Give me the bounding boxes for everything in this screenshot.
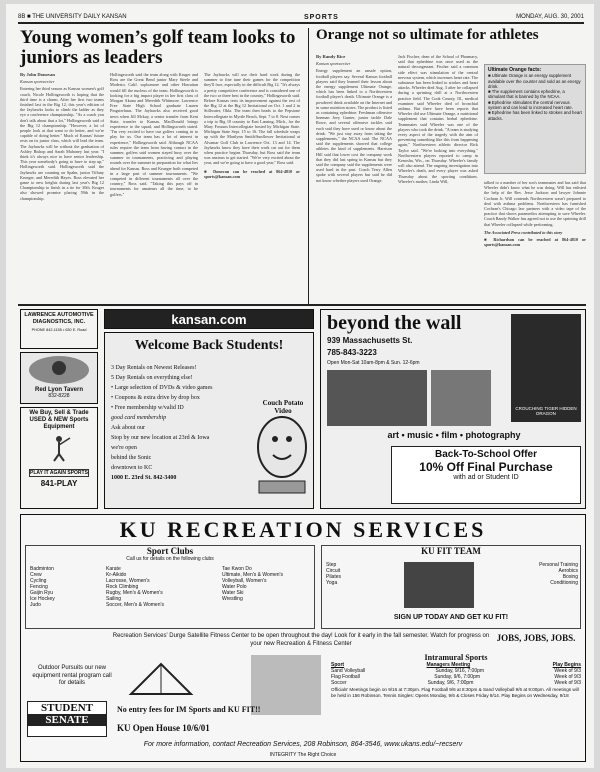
masthead-date: MONDAY, AUG. 30, 2001: [516, 14, 584, 20]
fit-word: Yoga: [326, 580, 338, 586]
fit-word: Step: [326, 562, 337, 568]
club-item: Kr-Aikido: [106, 572, 127, 578]
story1-byline-role: Kansan sportswriter: [20, 79, 55, 85]
cell: Week of 9/3: [554, 680, 581, 686]
lawrence-name: LAWRENCE AUTOMOTIVE DIAGNOSTICS, INC.: [24, 312, 94, 325]
fit-word: Pilates: [326, 574, 342, 580]
club-item: Karate: [106, 566, 121, 572]
club-item: Lacrosse, Women's: [106, 578, 150, 584]
cell: Flag Football: [331, 674, 360, 680]
story1-column-3: [204, 72, 300, 302]
fact-item: ■ Ultimate Orange is an energy supplement available over the counter and sold as an energy drink.: [488, 73, 581, 89]
story2-byline: By Randy Rice: [316, 54, 346, 59]
newspaper-page: [6, 4, 594, 768]
couch-line: • Large selection of DVDs & video games: [111, 385, 213, 391]
story1-text-3: The Jayhawks will use their hard work during the summer to fine tune their games for the competition they'll face, especially in the difficult Big 12. "It's always a pretty competitive conference and is considered one of the two or three best in the country," Hollingsworth said. Before Kansas tests its improvement against the rest of the Big 12 at the Big 12 Invitational on Oct. 1 and 2 in Stillwater, Okla. The team then heads to the Pepsione Intercollegiate in Myrtle Beach, Sept. 7 to 8. Next comes a trip to Big 10 country to East Lansing, Mich., for the Mary Fossum Intercollegiate hosted by Michigan State. Michigan State Sept. 15 to 16. The fall schedule wraps up with the Marilynn Smith/Sunflower Invitational at Alvamar Golf Club in Lawrence Oct. 13 and 14. The Jayhawks know they have their work cut out for them when practice begins Thursday, but Ross said the team was anxious to get started. "We're very excited about the year, and we're going to have a good year," Ross said.: [204, 72, 300, 166]
club-item: Cycling: [30, 578, 47, 584]
story1-byline: By John Donovan: [20, 72, 55, 77]
club-item: Crew: [30, 572, 42, 578]
red-lyon-ad: [20, 352, 98, 404]
senate-bottom: SENATE: [28, 714, 106, 726]
couch-line: • Coupons & extra drive by drop box: [111, 395, 200, 401]
couch-potato-mascot-icon: [253, 407, 311, 497]
couch-line: 1000 E. 23rd St. 842-3400: [111, 475, 177, 481]
red-lyon-name: Red Lyon Tavern: [34, 387, 83, 393]
intramural-notes: Officials' Meetings begin on 9/16 at 7:30pm. Flag Football 9/6 at 8:30pm & Sand Volleyball 9/6 at 9:00pm. All meetings will be held in 156 Robinson. Tennis Singles: Opens Monday, 9/6 & Closes Friday 9/14. Play Begins on Wednesday, 9/18: [331, 687, 579, 698]
intramural-sports-box: [331, 653, 581, 733]
club-item: Wrestling: [222, 596, 243, 602]
story2-column-1: [316, 54, 392, 302]
kansan-banner-ad[interactable]: kansan.com: [104, 309, 314, 329]
club-item: Soccer, Men's & Women's: [106, 602, 164, 608]
club-item: Badminton: [30, 566, 54, 572]
club-item: Ice Hockey: [30, 596, 55, 602]
cell: Soccer: [331, 680, 347, 686]
club-item: Tae Kwon Do: [222, 566, 252, 572]
fit-signup: SIGN UP TODAY AND GET KU FIT!: [393, 614, 509, 621]
couch-line: good card membership: [111, 415, 167, 421]
beyond-the-wall-ad: [320, 309, 586, 509]
integrity-line: INTEGRITY The Right Choice: [269, 752, 337, 758]
cell: Sunday, 9/6, 7:00pm: [434, 674, 481, 680]
couch-line: • Free membership w/valid ID: [111, 405, 184, 411]
rec-footer: For more information, contact Recreation Services, 208 Robinson, 864-3546, www.ukans.edu/~recserv: [143, 741, 463, 748]
clubs-list-mid: [106, 566, 216, 608]
club-item: Ultimate, Men's & Women's: [222, 572, 284, 578]
club-item: Judo: [30, 602, 41, 608]
story1-text-1: Entering her third season as Kansas women's golf coach, Nicole Hollingsworth is hoping that the third time is a charm. After her first two teams finished last in the Big 12, this year's edition of the Jayhawks looks to climb the ladder as they eye a conference championship. "As a coach you don't talk about that a lot," Hollingsworth said of the Big 12 championship. "However, a lot of people look at that want to do better, and we're capable of doing better." Much of Kansas' future rests on its junior class, which will lead the team. The Jayhawks will be without the graduation of Ashley Bishop and Sarah Mahoney last year. "I think it's always nice to have senior leadership. This year somebody's going to have to step up," Hollingsworth said. Hollingsworth said the Jayhawks are counting on Spahn, junior Tiffany Krueger, and Meredith Hayes. Ross elevated her game to new heights during last year's Big 12 Championship to finish in a tie for 30th. Kruger also showed promise placing 59th in the championship.: [20, 86, 104, 201]
no-entry-fees: No entry fees for IM Sports and KU FIT!!: [117, 705, 261, 714]
movie-poster-title: CROUCHING TIGER HIDDEN DRAGON: [515, 406, 577, 416]
lawrence-line: PHONE 842-1155 • 630 E. Road: [31, 328, 87, 332]
sport-clubs-call: Call us for details on the following clubs: [126, 556, 214, 562]
story2-text-1: Energy supplement an unsafe option, football players say. Several Kansas football players said they learned their lesson about the energy supplement Ultimate Orange, which has been linked to a Northwestern football player's death. Ultimate Orange is a powdered drink available on the Internet and in some nutrition stores. The product is listed as containing ephedrine. Freshman offensive lineman Joey Gunter, junior tackle Dale Rowe, and several offensive tackles said each said they have used or know about the drink. "We just stay away from taking the supplements," the NCAA said. The NCAA said the supplements showed that college athletes the kind of supplements. Harrison Hill said that lower cost the company work that they did last spring in Kansas but they said the company said the supplements were used hard in the past. Coach Terry Allen spoke with several players but said he did not know whether players used Orange.: [316, 68, 392, 183]
couch-lines: [111, 363, 251, 483]
intramural-row: [331, 680, 581, 686]
back-to-school-offer: [391, 446, 581, 504]
club-item: Volleyball, Women's: [222, 578, 267, 584]
sports-ad-store: PLAY IT AGAIN SPORTS: [30, 470, 88, 476]
fit-words-right: [518, 562, 578, 586]
club-item: Sailing: [106, 596, 122, 602]
jobs-notice: JOBS, JOBS, JOBS.: [496, 633, 576, 643]
story1-contact: ■ Donovan can be reached at 864-4810 or sports@kansan.com: [204, 168, 300, 179]
fit-word: Boxing: [562, 574, 578, 580]
story2-column-3: [484, 180, 586, 302]
fit-words-left: [326, 562, 386, 586]
couch-line: behind the Sonic: [111, 455, 152, 461]
story2-credit: The Associated Press contributed to this story: [484, 229, 563, 235]
art-photo: [327, 370, 427, 426]
fit-word: Personal Training: [539, 562, 578, 568]
fact-item: ■ Ephedrine has been linked to strokes and heart attacks.: [488, 110, 582, 121]
club-item: Gaijin Ryu: [30, 590, 54, 596]
story2-text-3: talked to a number of her son's teammates and has said that Wheeler didn't know what he was doing. Will has enlisted the help of the Rev. Jesse Jackson and lawyer Johnnie Cochran Jr. Will contends Northwestern wasn't prepared to deal with asthma problems. Northwestern has furnished Cochran's Chicago law partners with a video tape of the practice that shows paramedics attempting to save Wheeler. Coach Randy Walker has agreed not to use the sprinting drill that Wheeler collapsed while performing.: [484, 180, 586, 227]
cell: Sunday, 9/16, 7:00pm: [435, 668, 485, 674]
story1-column-2: [110, 72, 198, 302]
sport-clubs-title: Sport Clubs: [146, 546, 194, 556]
red-lyon-phone: 832-8228: [48, 393, 70, 399]
story2-contact: ■ Richardson can be reached at 864-4810 or sports@kansan.com: [484, 237, 586, 248]
beyond-hours: Open Mon-Sat 10am-8pm & Sun. 12-6pm: [327, 360, 420, 366]
club-item: Rugby, Men's & Women's: [106, 590, 163, 596]
club-item: Rock Climbing: [106, 584, 139, 590]
rec-title: KU RECREATION SERVICES: [119, 517, 487, 542]
cell: Week of 9/3: [554, 668, 581, 674]
couch-line: we're open: [111, 445, 137, 451]
fact-item: ■ The supplement contains ephedrine, a stimulant that is banned by the NCAA.: [488, 89, 565, 100]
club-item: Water Polo: [222, 584, 247, 590]
equipment-icon: [121, 659, 201, 699]
col-header: Sport: [331, 662, 345, 668]
lawrence-automotive-ad: [20, 309, 98, 349]
beyond-address: 939 Massachusetts St.: [327, 336, 413, 345]
story2-headline: Orange not so ultimate for athletes: [316, 27, 539, 43]
col-header: Play Begins: [552, 662, 581, 668]
senate-top: STUDENT: [41, 702, 93, 714]
student-senate-logo: [27, 701, 107, 737]
story1-text-2: Hollingsworth said the team along with Kruger and Ross are the Great Bend junior Mary Steele and Modesto, Calif. sophomore and other Hawaiian would fill the nucleus of the team. Hollingsworth is looking for a big impact player in her first class of Morgan Akuna and Meredith Whitmore. Lawrence Free State High School graduate Lauren Pingsterhaus. The Jayhawks also received good news when Jill Mckay, a senior transfer from Kent State, transfer to Kansas. MacDonald brings experience to the squad, and Hollingsworth stated. "I'm very excited to have our golfers coming in to play for us. Our team has a lot of interest in experience," Hollingsworth said. Although NCAA rules require the team from having contact in the summer, golfers said women stayed busy over the summer in tournaments, practicing and playing rounds over the summer in preparation for what lies ahead for Kansas. Ross and Krueger both competed in a large part of summer tournaments. "We competed in different tournaments all over the country," Ross said. "Taking this pays off in tournaments for amateurs all the time, to be golfers.": [110, 72, 198, 197]
couch-line: 3 Day Rentals on Newest Releases!: [111, 365, 197, 371]
beyond-tagline: art • music • film • photography: [387, 430, 521, 440]
offer-discount: 10% Off Final Purchase: [419, 460, 553, 474]
intramural-title: Intramural Sports: [424, 653, 488, 662]
play-it-again-sports-ad: [20, 407, 98, 509]
club-item: Water Ski: [222, 590, 244, 596]
sports-ad-title: We Buy, Sell & Trade USED & NEW Sports Equipment: [29, 410, 89, 430]
golfer-icon: [44, 434, 74, 462]
couch-line: 5 Day Rentals on everything else!: [111, 375, 193, 381]
outdoor-pursuits: Outdoor Pursuits our new equipment rental program call for details: [32, 665, 112, 686]
section-name: SPORTS: [303, 13, 339, 21]
couch-line: downtown to KC: [111, 465, 153, 471]
offer-sub: with ad or Student ID: [453, 474, 519, 481]
couch-line: Ask about our: [111, 425, 145, 431]
club-item: Fencing: [30, 584, 48, 590]
ku-fit-team-box: [321, 545, 581, 629]
masthead-left: 8B ■ THE UNIVERSITY DAILY KANSAN: [18, 14, 127, 20]
facts-title: Ultimate Orange facts:: [488, 67, 542, 73]
satellite-notice: Recreation Services' Durge Satellite Fitness Center to be open throughout the day! Look for it early in the fall semester. Watch for progress on your new Recreation & Fitness Center: [112, 633, 490, 647]
couch-logo: Couch Potato Video: [262, 399, 304, 415]
fit-word: Circuit: [326, 568, 341, 574]
couch-line: Stop by our new location at 23rd & Iowa: [111, 435, 210, 441]
beyond-phone: 785-843-3223: [327, 348, 377, 357]
fact-item: ■ Ephedrine stimulates the central nervous system and can lead to increased heart rate.: [488, 99, 573, 111]
story1-column-1: [20, 72, 104, 302]
fit-word: Aerobics: [558, 568, 578, 574]
cell: Sunday, 9/6, 7:00pm: [427, 680, 474, 686]
page-divider: [18, 304, 586, 306]
beyond-name: beyond the wall: [327, 312, 462, 334]
fit-photo: [404, 562, 474, 608]
ku-recreation-services-ad: [20, 514, 586, 762]
art-photo: [431, 370, 491, 426]
clubs-list-left: [30, 566, 100, 608]
open-house: KU Open House 10/6/01: [117, 723, 210, 733]
story2-text-2: Jack Fischer, dean of the School of Pharmacy, said that ephedrine was once used as the natural decongestant. Fischer said a common side effect was stimulation of the central nervous system, which increases heart rate. The substance has been linked to strokes and heart attacks. Wheeler died Aug. 3 after he collapsed during a sprinting drill at a Northwestern practice field. The Cook County, Ill., medical examiner said Wheeler died of bronchial asthma. But there have been reports that Wheeler did use Ultimate Orange, a nutritional supplement that contains herbal ephedrine. Teammates said Wheeler was one of the players who took the drink. "A team is studying every aspect of the tragedy with the aim of preventing something like this from happening again," Northwestern athletic director Rick Taylor said. "We're looking into everything." Northwestern players reported to camp in Kenosha, Wis., on Thursday. Wheeler's family will also attend. The ongoing investigation into Wheeler's death, and every player was asked Thursday about the sporting conditions. Wheeler's mother, Linda Will,: [398, 54, 478, 184]
fit-title: KU FIT TEAM: [421, 546, 481, 556]
red-lyon-logo-icon: [21, 353, 97, 387]
ultimate-orange-facts-box: [484, 64, 586, 174]
column-divider: [308, 28, 309, 304]
story2-byline-role: Kansan sportswriter: [316, 61, 351, 67]
couch-headline: Welcome Back Students!: [134, 338, 284, 353]
story1-headline: Young women’s golf team looks to juniors as leaders: [20, 27, 296, 68]
clubs-list-right: [222, 566, 314, 602]
sports-ad-phone: 841-PLAY: [40, 479, 78, 488]
sport-clubs-box: [25, 545, 315, 629]
masthead: [18, 12, 584, 24]
story2-column-2: [398, 54, 478, 302]
couch-potato-ad: [104, 332, 314, 509]
cell: Week of 9/3: [554, 674, 581, 680]
fit-word: Conditioning: [550, 580, 578, 586]
col-header: Managers Meeting: [426, 662, 471, 668]
offer-title: Back-To-School Offer: [434, 449, 538, 460]
cell: Sand Volleyball: [331, 668, 366, 674]
